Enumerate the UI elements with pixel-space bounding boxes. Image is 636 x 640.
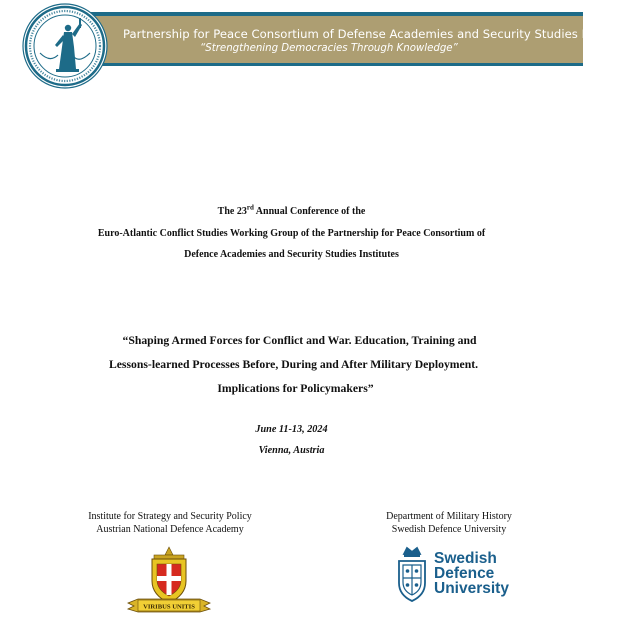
theme-line-2: Lessons-learned Processes Before, During and After Military Deployment. — [108, 358, 479, 371]
sdu-wordmark — [434, 551, 509, 596]
conference-line-2: Euro-Atlantic Conflict Studies Working Group of the Partnership for Peace Consortium of — [97, 228, 486, 239]
conference-line-1 — [0, 203, 583, 217]
conference-ordinal: The 23 — [217, 206, 247, 217]
right-org-line-1: Department of Military History — [386, 511, 512, 522]
sdu-word-3: University — [434, 580, 509, 597]
conference-line-3: Defence Academies and Security Studies Institutes — [184, 249, 399, 260]
header-title: Partnership for Peace Consortium of Defense Academies and Security Studies Institutes — [123, 27, 636, 41]
conference-line-1-rest: Annual Conference of the — [253, 206, 366, 217]
left-org-line-1: Institute for Strategy and Security Policy — [88, 511, 252, 522]
right-organization — [324, 510, 574, 536]
sdu-word-2: Defence — [434, 565, 495, 582]
sdu-word-1: Swedish — [434, 550, 497, 567]
theme-line-3: Implications for Policymakers” — [217, 382, 374, 395]
swedish-defence-university-emblem-icon — [395, 545, 429, 605]
conference-ordinal-suffix: rd — [246, 203, 254, 212]
header-banner — [0, 0, 636, 80]
left-organization — [45, 510, 295, 536]
left-org-line-2: Austrian National Defence Academy — [96, 524, 244, 535]
theme-line-1: “Shaping Armed Forces for Conflict and War. Education, Training and — [122, 334, 477, 347]
austrian-academy-crest-icon — [124, 545, 214, 617]
event-location: Vienna, Austria — [258, 445, 325, 456]
header-bottom-stripe — [58, 63, 583, 66]
pfp-seal-icon — [22, 3, 108, 89]
header-tagline: “Strengthening Democracies Through Knowledge” — [200, 43, 458, 54]
event-dates: June 11-13, 2024 — [255, 424, 328, 435]
crest-motto: VIRIBUS UNITIS — [143, 603, 195, 611]
right-org-line-2: Swedish Defence University — [391, 524, 507, 535]
